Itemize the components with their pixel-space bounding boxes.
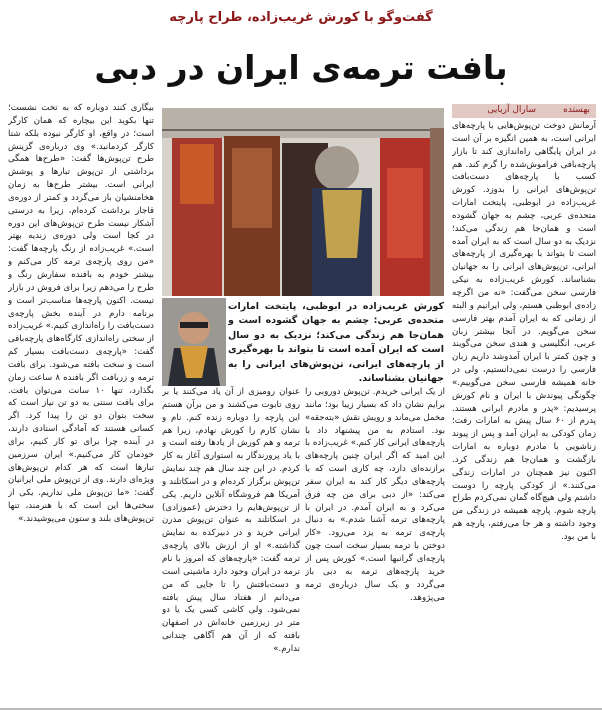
- article-column-1: [452, 120, 596, 708]
- byline-role: بهستده: [563, 105, 590, 115]
- column-3-text: عنوان رومیزی از آن یاد می‌کنند یا بر روی تابوت می‌کشند و من برآن هستم این پارچه را دوباره زنده کنم. نام و نشان کارم را کورش نهادم، زیرا هم ترمه و هم کورش از یادها رفته است و با یاد پرورندگار به استواری آغاز به کار کردم. در این چند سال هم چند نمایش تن‌پوش برگزار کرده‌ام و در اسکاتلند و آمریکا هم فروشگاه آنلاین داریم. یکی از تن‌پوش‌هایم را دخترش (عموزادی) در اسکاتلند به عنوان تن‌پوش مدرن ایرانی خرید و در دبیرکده به نمایش گذاشته.» او از ارزش بالای پارچه‌ی ترمه گفت: «پارچه‌های که امروز با نام ترمه در ایران وجود دارد ماشینی است و دست‌بافتش را تا جایی که من می‌دانم از هفتاد سال پیش بافته نمی‌شود. ولی کاشی کسی یک یا دو متر در زیرزمین خانه‌اش در اصفهان بافته که از آن هم آگاهی چندانی ندارم.»: [162, 387, 300, 654]
- article-kicker: گفت‌وگو با کورش غریب‌زاده، طراح پارچه: [169, 10, 433, 25]
- article-column-3: [162, 386, 300, 708]
- column-2-text: از یک ایرانی خریدم. تن‌پوش دوروبی را برایم نشان داد که بسیار زیبا بود؛ مانند مخمل می‌ماند و رویش نقش «بته‌جقه» بود. استادم به من پیشنهاد داد با پارچه‌های ایرانی کار کنم.» غریب‌زاده با این امید که اگر ایران چنین پارچه‌های برازنده‌ای دارد، چه کاری است که با پارچه‌های دیگر کار کند به ایران سفر می‌کند: «از دبی برای من چه فرق می‌کرد و به ایران آمدم. در ایران با پارچه‌های ترمه آشنا شدم.» به دنبال پارچه‌ی ترمه به یزد می‌رود. «کار دوختن با ترمه بسیار سخت است چون پارچه‌ای گرانبها است.» کورش پس از خرید پارچه‌های ترمه به دبی باز می‌گردد و یک سال درباره‌ی ترمه می‌پژوهد.: [305, 387, 445, 603]
- photo-caption: کورش غریب‌زاده در ابوظبی، پایتخت امارات متحده‌ی عربی: چشم به جهان گشوده است و همان‌جا هم زندگی می‌کند؛ نزدیک به دو سال است که ایران آمده است تا بتواند با بهره‌گیری از پارچه‌های ایرانی، تن‌پوش‌های ایرانی را به جهانیان بشناساند.: [228, 301, 444, 385]
- article-column-4: [8, 102, 154, 708]
- portrait-photo: [162, 298, 226, 386]
- article-headline: بافت ترمه‌ی ایران در دبی: [94, 48, 508, 87]
- byline-bar: [452, 104, 596, 118]
- byline-name: سارال آریایی: [487, 105, 536, 115]
- main-photo: [162, 108, 444, 296]
- column-4-text: بیگاری کنند دوباره که به تخت نشست؛ تنها بکوید این بیچاره که همان کارگر است؛ در واقع، او کارگر نبوده بلکه شتا کارگر کردمانید.» وی درباره‌ی گزینش طرح تن‌پوش‌ها گفت: «طرح‌ها همگی برداشتی از تن‌پوش تبارها و پوشش ایرانی است. بیشتر طرح‌ها به زمان هخامنشیان باز می‌گردد و کمتر از دوره‌ی قاجار برداشت کرده‌ام، زیرا به درستی آشکار نیست طرح تن‌پوش‌های این دوره در کجا است ولی دوره‌ی زندیه بهتر است.» غریب‌زاده از رنگ پارچه‌ها گفت: «من روی پارچه‌ی ترمه کار می‌کنم و بیشتر خودم به بافنده سفارش رنگ و طرح را می‌دهم زیرا برای فروش در بازار تیست. اکنون پارچه‌ها مناسب‌تر است و برنامه دارم در آینده بخش پارچه‌ی دست‌بافت را راه‌اندازی کنیم.» غریب‌زاده از سختی راه‌اندازی کارگاه‌های پارچه‌بافی گفت: «پارچه‌ی دست‌بافت بسیار کم است و سخت بافته می‌شود. برای بافت ترمه و زربافت اگر بافنده ۸ ساعت زمان بگذارد، تنها ۱۰ سانت می‌توان بافت. برای بافت سنتی به دو تن نیاز است که سخت بتوان دو تن را پیدا کرد. اگر کسانی هستند که آمادگی استادی دارند، در آینده چرا برای تو کار کنیم، برای خودمان کار می‌کنیم.» ایران سرزمین تبارها است که هر کدام تن‌پوش‌های ویژه‌ای دارند. وی از تن‌پوش ملی ایرانیان گفت: «ما تن‌پوش ملی نداریم. یکی از سختی‌ها این است که با هنرمند، تنها تن‌پوش‌های بلند و ستون می‌پوشیدند.»: [8, 103, 154, 524]
- column-1-text: آرمانش دوخت تن‌پوش‌هایی با پارچه‌های ایرانی است، به همین انگیزه بر آن است در ایران پایگاهی راه‌اندازی کند تا بازار پارچه‌بافی فراموش‌شده را گرم کند. هم کسب با پارچه‌های دست‌بافت تن‌پوش‌های ایرانی را بدوزد. کورش غریب‌زاده در ابوظبی، پایتخت امارات متحده‌ی عربی، چشم به جهان گشوده است و همان‌جا هم زندگی می‌کند؛ نزدیک به دو سال است که به ایران آمده است تا بتواند با بهره‌گیری از پارچه‌های ایرانی، تن‌پوش‌های ایرانی را به جهانیان بشناساند. کورش غریب‌زاده به نیکی فارسی سخن می‌گفت: «نه من اگرچه زاده‌ی ابوظبی هستم، ولی ایرانیم و البته از زمانی که به ایران آمدم بهتر فارسی سخن می‌گویم. در آنجا بیشتر زبان عربی، انگلیسی و هندی سخن می‌گویند و چون کمتر با ایران آمدوشد داریم زبان فارسی را درست نمی‌دانستیم، ولی در خانه همیشه فارسی سخن می‌گوییم.» چگونگی پیوندش با ایران و نام کورش پرسیدیم: «پدر و مادرم ایرانی هستند. پدرم از ۶۰ سال پیش به امارات رفت؛ زمان کودکی به ایران آمد و پس از پیوند زناشویی با مادرم دوباره به امارات بازگشت و همان‌جا هم زندگی کرد. اکنون نیز همچنان در امارات زندگی می‌کنند.» از کودکی پارچه را دوست داشتم ولی هیچ‌گاه گمان نمی‌کردم طراح پارچه شوم. پارچه همیشه در زندگی من وجود داشته و هر جا می‌رفتم، پارچه هم با من بود.: [452, 121, 596, 542]
- article-column-2: [305, 386, 445, 708]
